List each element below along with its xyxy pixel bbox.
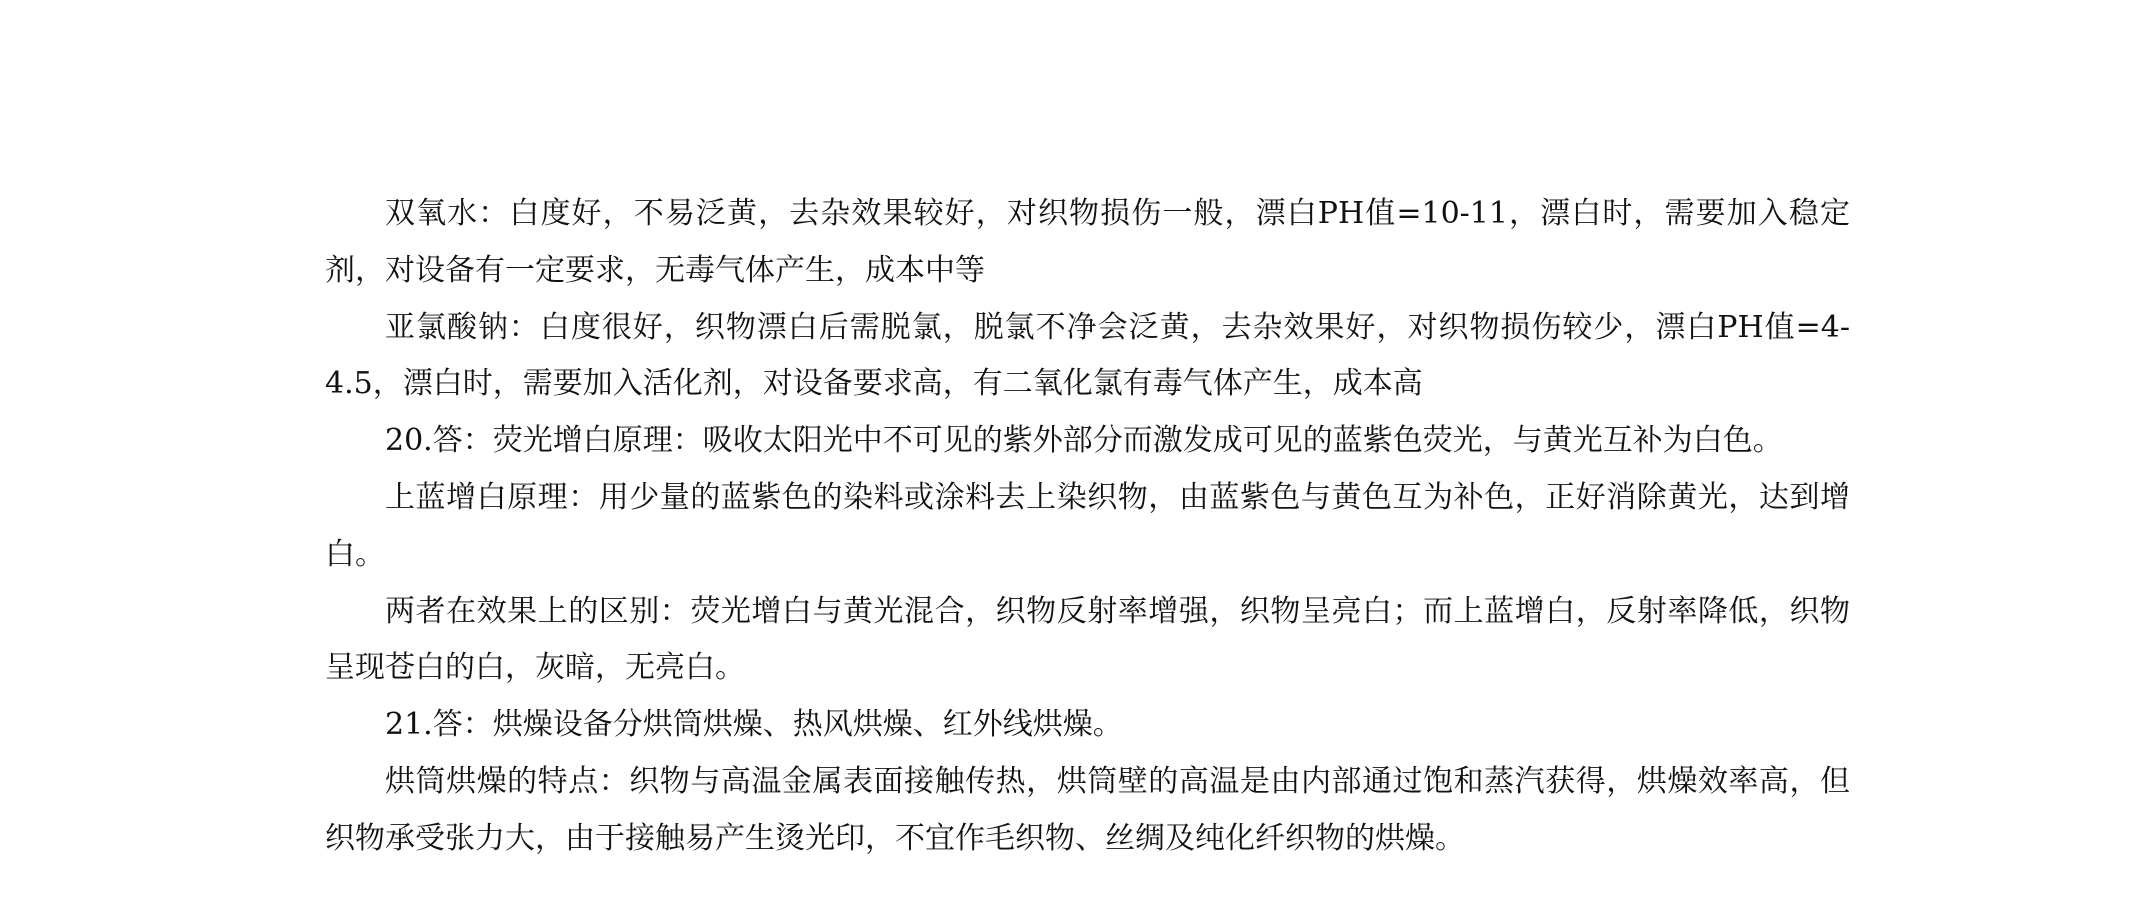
paragraph-text: 上蓝增白原理：用少量的蓝紫色的染料或涂料去上染织物，由蓝紫色与黄色互为补色，正好消除黄光，达到增白。 [325,479,1850,572]
paragraph-text: 20.答：荧光增白原理：吸收太阳光中不可见的紫外部分而激发成可见的蓝紫色荧光，与黄光互补为白色。 [385,423,1783,459]
paragraph-answer-21 [325,697,1850,754]
paragraph-bluing-principle [325,470,1850,584]
paragraph-answer-20 [325,413,1850,470]
paragraph-difference [325,584,1850,698]
paragraph-cylinder-drying [325,754,1850,868]
paragraph-text: 21.答：烘燥设备分烘筒烘燥、热风烘燥、红外线烘燥。 [385,707,1123,743]
paragraph-text: 双氧水：白度好，不易泛黄，去杂效果较好，对织物损伤一般，漂白PH值=10-11，漂白时，需要加入稳定剂，对设备有一定要求，无毒气体产生，成本中等 [325,196,1850,288]
paragraph-text: 亚氯酸钠：白度很好，织物漂白后需脱氯，脱氯不净会泛黄，去杂效果好，对织物损伤较少，漂白PH值=4-4.5，漂白时，需要加入活化剂，对设备要求高，有二氧化氯有毒气体产生，成本高 [325,309,1850,402]
paragraph-text: 烘筒烘燥的特点：织物与高温金属表面接触传热，烘筒壁的高温是由内部通过饱和蒸汽获得，烘燥效率高，但织物承受张力大，由于接触易产生烫光印，不宜作毛织物、丝绸及纯化纤织物的烘燥。 [325,763,1850,856]
paragraph-sodium-chlorite [325,300,1850,414]
document-body [325,186,1850,868]
paragraph-text: 两者在效果上的区别：荧光增白与黄光混合，织物反射率增强，织物呈亮白；而上蓝增白，反射率降低，织物呈现苍白的白，灰暗，无亮白。 [325,593,1850,686]
paragraph-hydrogen-peroxide [325,186,1850,300]
